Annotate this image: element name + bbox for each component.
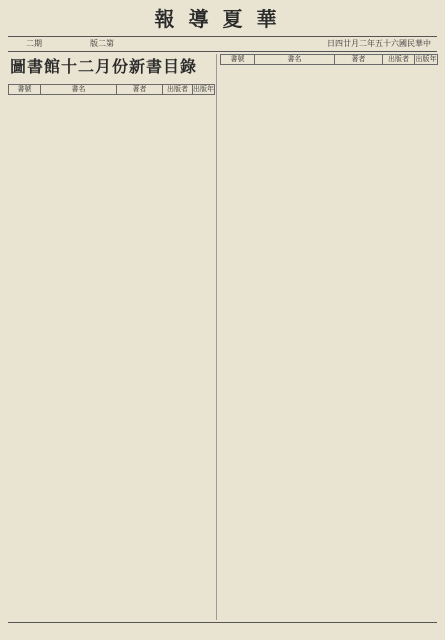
catalogue-heading: 圖書館十二月份新書目錄	[10, 57, 198, 76]
column-header-publisher: 出版者	[383, 55, 415, 65]
dateline-strip	[8, 36, 437, 52]
column-header-year: 出版年	[415, 55, 437, 63]
bottom-rule	[8, 622, 437, 623]
column-header-call-number: 書號	[9, 85, 41, 95]
column-header-year: 出版年	[193, 85, 214, 93]
masthead-title: 報導夏華	[154, 7, 291, 31]
catalogue-table-left	[8, 84, 215, 95]
column-header-publisher: 出版者	[163, 85, 193, 95]
column-header-title: 書名	[41, 85, 117, 95]
table-header-row	[9, 85, 215, 95]
column-divider	[216, 54, 217, 620]
column-header-author: 著者	[117, 85, 163, 95]
catalogue-table-right	[220, 54, 438, 65]
publication-date: 日四廿月二年五十六國民華中	[327, 39, 431, 48]
column-header-title: 書名	[255, 55, 335, 65]
column-header-call-number: 書號	[221, 55, 255, 65]
column-header-author: 著者	[335, 55, 383, 65]
table-header-row	[221, 55, 438, 65]
page-number: 版二第	[90, 39, 114, 48]
issue-number: 二期	[26, 39, 42, 48]
